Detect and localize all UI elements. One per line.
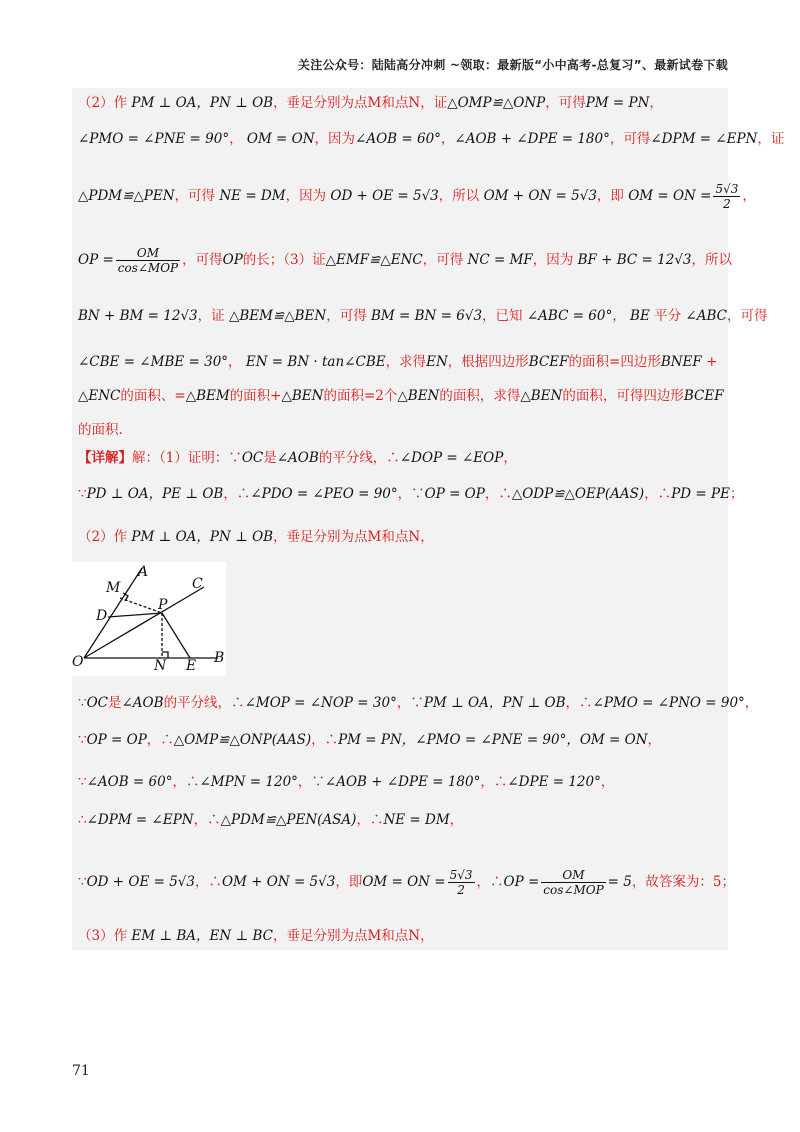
analysis-line-8: 的面积. <box>78 422 123 438</box>
detail-line-2: ∵PD ⊥ OA，PE ⊥ OB，∴∠PDO = ∠PEO = 90°，∵OP = OP，∴△ODP≌△OEP(AAS)，∴PD = PE； <box>78 486 744 502</box>
geometry-figure <box>72 562 226 676</box>
label-c: C <box>192 576 203 592</box>
analysis-line-4: OP = $\frac{OM}{\text{cos∠MOP}}$ ，可得OP的长；（3）证△EMF≌△ENC，可得 NC = MF，因为 BF + BC = 12√3，所以 <box>78 246 733 275</box>
analysis-line-2: ∠PMO = ∠PNE = 90°， OM = ON，因为∠AOB = 60°，∠AOB + ∠DPE = 180°，可得∠DPM = ∠EPN，证 <box>78 131 785 147</box>
label-a: A <box>138 564 149 580</box>
analysis-line-7: △ENC的面积、=△BEM的面积+△BEN的面积=2个△BEN的面积，求得△BEN的面积，可得四边形BCEF <box>78 388 724 404</box>
segment-mp-dashed <box>120 598 162 613</box>
fraction-5root3-over-2: $\frac{5√3}{2}$ <box>715 182 739 211</box>
label-n: N <box>154 658 167 674</box>
fraction-om-over-cos: $\frac{OM}{\text{cos∠MOP}}$ <box>117 246 179 275</box>
detail-line-7: ∴∠DPM = ∠EPN，∴△PDM≌△PEN(ASA)，∴NE = DM， <box>78 812 464 828</box>
detail-line-4: ∵OC是∠AOB的平分线，∴∠MOP = ∠NOP = 30°，∵PM ⊥ OA，PN ⊥ OB，∴∠PMO = ∠PNO = 90°， <box>78 695 759 711</box>
fraction-5root3-over-2-b: $\frac{5√3}{2}$ <box>449 868 473 897</box>
detail-label: 【详解】 <box>78 450 132 466</box>
label-o: O <box>72 654 84 670</box>
detail-line-8: ∵OD + OE = 5√3，∴OM + ON = 5√3，即OM = ON = $\frac{5√3}{2}$ ，∴OP = $\frac{OM}{\text{cos∠MOP}}$ = 5，故答案为：5； <box>78 868 735 897</box>
page-number: 71 <box>72 1063 90 1079</box>
fraction-om-over-cos-b: $\frac{OM}{\text{cos∠MOP}}$ <box>543 868 604 897</box>
page-header: 关注公众号：陆陆高分冲刺 ~领取：最新版“小中高考-总复习”、最新试卷下载 <box>297 58 728 72</box>
analysis-line-1: （2）作 PM ⊥ OA，PN ⊥ OB，垂足分别为点M和点N，证△OMP≌△ONP，可得PM = PN， <box>78 95 663 111</box>
geometry-diagram <box>72 562 226 676</box>
label-m: M <box>106 580 121 596</box>
detail-line-5: ∵OP = OP，∴△OMP≌△ONP(AAS)，∴PM = PN，∠PMO = ∠PNE = 90°，OM = ON， <box>78 732 662 748</box>
segment-pe <box>162 613 190 658</box>
analysis-line-6: ∠CBE = ∠MBE = 30°， EN = BN · tan∠CBE，求得EN，根据四边形BCEF的面积=四边形BNEF + <box>78 354 718 370</box>
detail-line-3: （2）作 PM ⊥ OA，PN ⊥ OB，垂足分别为点M和点N， <box>78 529 434 545</box>
label-e: E <box>186 658 197 674</box>
label-b: B <box>214 650 225 666</box>
label-p: P <box>158 597 168 613</box>
detail-line-6: ∵∠AOB = 60°，∴∠MPN = 120°，∵∠AOB + ∠DPE = 180°，∴∠DPE = 120°， <box>78 774 615 790</box>
analysis-line-3: △PDM≌△PEN，可得 NE = DM，因为 OD + OE = 5√3，所以 OM + ON = 5√3，即 OM = ON = $\frac{5√3}{2}$ ， <box>78 182 756 211</box>
detail-line-1: 【详解】解：（1）证明：∵OC是∠AOB的平分线，∴∠DOP = ∠EOP， <box>78 450 517 466</box>
label-d: D <box>96 608 108 624</box>
analysis-line-5: BN + BM = 12√3，证 △BEM≌△BEN，可得 BM = BN = 6√3，已知 ∠ABC = 60°， BE 平分 ∠ABC，可得 <box>78 308 768 324</box>
detail-line-9: （3）作 EM ⊥ BA，EN ⊥ BC，垂足分别为点M和点N， <box>78 928 434 944</box>
